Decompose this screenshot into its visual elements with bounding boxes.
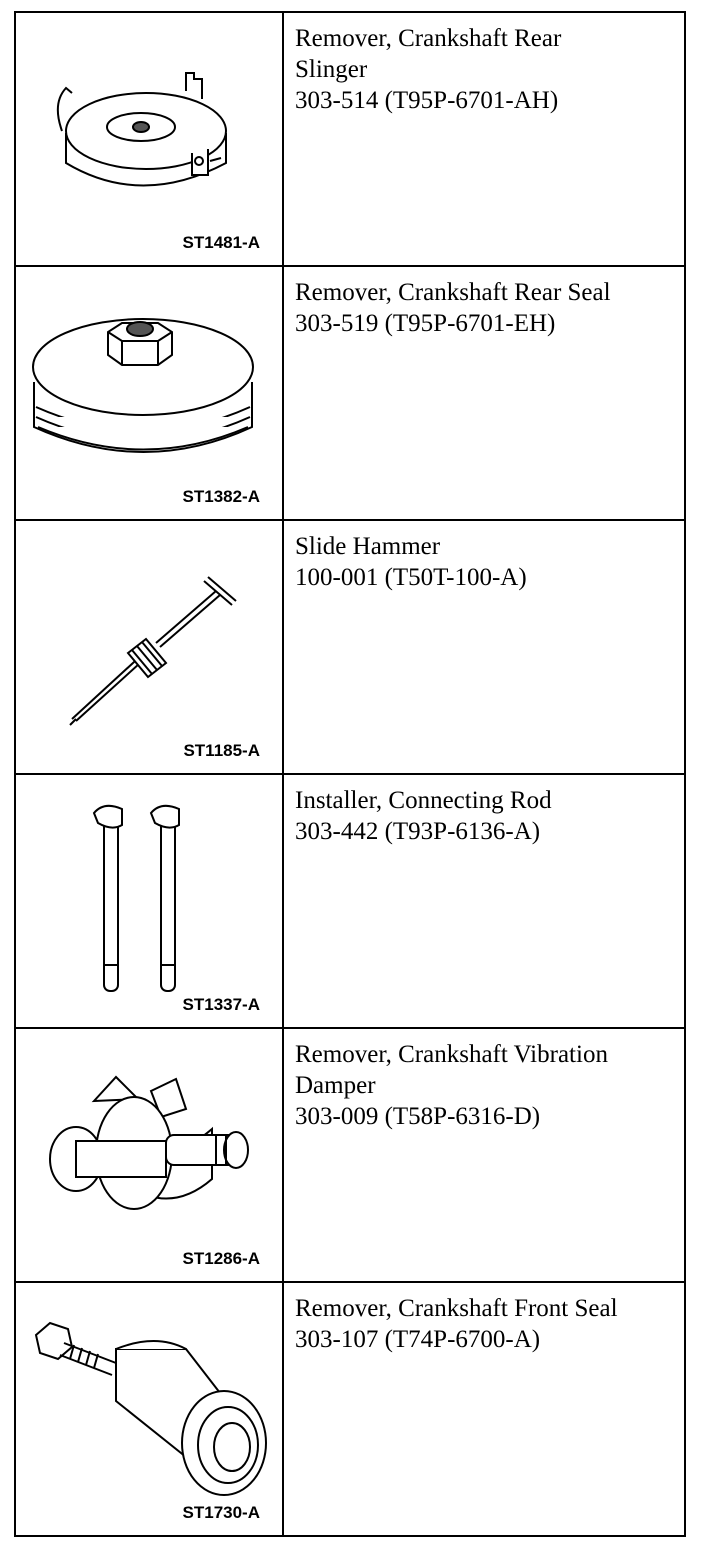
slinger-remover-icon (16, 13, 282, 265)
vibration-damper-remover-icon (16, 1029, 282, 1281)
table-row (15, 520, 685, 774)
tool-name-line: Damper (295, 1072, 376, 1099)
table-row (15, 774, 685, 1028)
tool-part-number: 303-107 (T74P-6700-A) (295, 1326, 541, 1353)
tool-illustration-cell (15, 520, 283, 774)
rear-seal-remover-icon (16, 267, 282, 519)
tool-illustration-cell (15, 12, 283, 266)
illustration-code: ST1286-A (182, 1249, 260, 1268)
table-row (15, 1028, 685, 1282)
table-row (15, 1282, 685, 1536)
connecting-rod-installer-icon (16, 775, 282, 1027)
tool-part-number: 303-514 (T95P-6701-AH) (295, 87, 559, 114)
slide-hammer-icon (16, 521, 282, 773)
tool-description-cell (283, 1028, 685, 1282)
tool-part-number: 303-442 (T93P-6136-A) (295, 818, 541, 845)
special-tools-table (14, 11, 686, 1537)
tool-illustration-cell (15, 1028, 283, 1282)
tool-description-cell (283, 1282, 685, 1536)
illustration-code: ST1481-A (182, 233, 260, 252)
tool-name-line: Slinger (295, 56, 368, 83)
tool-name-line: Remover, Crankshaft Front Seal (295, 1295, 618, 1322)
tool-illustration-cell (15, 774, 283, 1028)
tool-description-cell (283, 266, 685, 520)
table-row (15, 266, 685, 520)
illustration-code: ST1337-A (182, 995, 260, 1014)
tool-description-cell (283, 774, 685, 1028)
tool-illustration-cell (15, 1282, 283, 1536)
tool-description-cell (283, 12, 685, 266)
tool-illustration-cell (15, 266, 283, 520)
tool-name-line: Remover, Crankshaft Rear Seal (295, 279, 611, 306)
front-seal-remover-icon (16, 1283, 282, 1535)
tool-part-number: 303-009 (T58P-6316-D) (295, 1103, 541, 1130)
tool-name-line: Slide Hammer (295, 533, 441, 560)
illustration-code: ST1185-A (183, 741, 260, 760)
tool-name-line: Remover, Crankshaft Vibration (295, 1041, 608, 1068)
tool-part-number: 100-001 (T50T-100-A) (295, 564, 527, 591)
tool-part-number: 303-519 (T95P-6701-EH) (295, 310, 556, 337)
tool-name-line: Remover, Crankshaft Rear (295, 25, 562, 52)
tool-description-cell (283, 520, 685, 774)
table-row (15, 12, 685, 266)
illustration-code: ST1382-A (182, 487, 260, 506)
tool-name-line: Installer, Connecting Rod (295, 787, 552, 814)
illustration-code: ST1730-A (182, 1503, 260, 1522)
